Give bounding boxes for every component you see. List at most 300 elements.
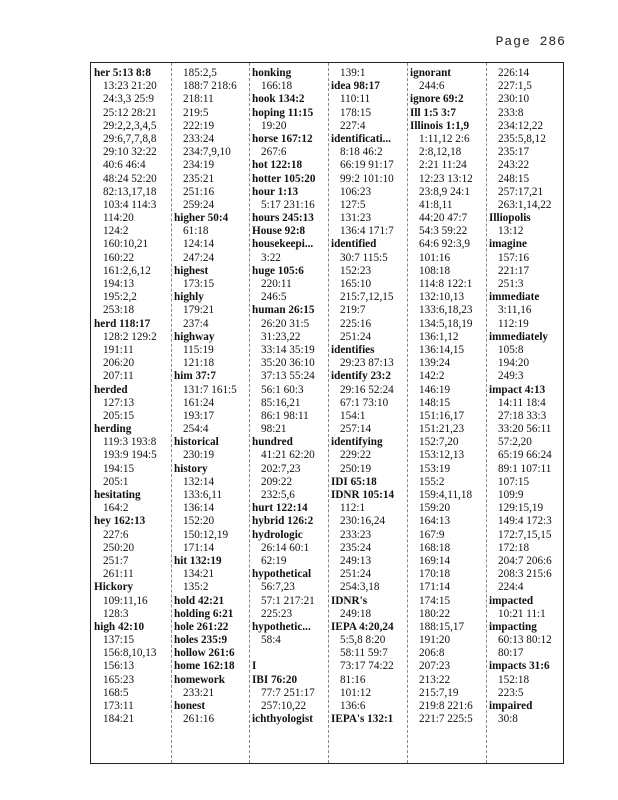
index-reference: 129:15,19 — [498, 502, 544, 515]
index-term: herd 118:17 — [94, 317, 151, 330]
index-reference: 171:14 — [419, 581, 451, 594]
index-reference: 234:19 — [183, 159, 215, 172]
index-reference: 234:12,22 — [498, 119, 544, 132]
index-reference: 99:2 101:10 — [340, 172, 394, 185]
index-reference: 112:1 — [340, 502, 366, 515]
index-reference: 41:8,11 — [419, 198, 453, 211]
index-reference: 251:7 — [103, 554, 129, 567]
index-reference: 250:20 — [103, 541, 135, 554]
index-reference: 207:23 — [419, 660, 451, 673]
index-reference: 119:3 193:8 — [103, 436, 157, 449]
index-reference: 148:15 — [419, 396, 451, 409]
index-reference: 219:8 221:6 — [419, 700, 473, 712]
index-reference: 232:5,6 — [261, 489, 295, 501]
index-reference: 5:5,8 8:20 — [340, 634, 386, 647]
index-term: hey 162:13 — [94, 515, 146, 528]
index-term: hoping 11:15 — [252, 106, 314, 119]
index-term: huge 105:6 — [252, 264, 304, 277]
index-reference: 235:17 — [498, 146, 530, 159]
index-reference: 244:6 — [419, 80, 445, 93]
index-reference: 215:7,19 — [419, 686, 459, 699]
index-term: Illiopolis — [489, 212, 531, 225]
index-reference: 153:19 — [419, 462, 451, 475]
index-term: House 92:8 — [252, 225, 306, 238]
index-reference: 155:2 — [419, 475, 445, 488]
index-reference: 62:19 — [261, 554, 287, 567]
index-reference: 103:4 114:3 — [103, 198, 157, 211]
index-reference: 27:18 33:3 — [498, 409, 547, 422]
index-reference: 251:3 — [498, 278, 524, 290]
index-reference: 152:7,20 — [419, 436, 459, 449]
index-reference: 48:24 52:20 — [103, 172, 157, 185]
index-reference: 149:4 172:3 — [498, 515, 552, 528]
index-reference: 127:13 — [103, 396, 135, 409]
index-reference: 170:18 — [419, 568, 451, 581]
index-reference: 206:20 — [103, 357, 135, 370]
index-reference: 101:12 — [340, 686, 372, 699]
index-reference: 33:20 56:11 — [498, 423, 552, 436]
index-reference: 257:14 — [340, 423, 372, 436]
index-reference: 207:11 — [103, 370, 134, 383]
index-reference: 109:11,16 — [103, 594, 148, 607]
index-reference: 254:3,18 — [340, 581, 380, 594]
index-term: housekeepi... — [252, 238, 314, 251]
index-reference: 128:3 — [103, 607, 129, 620]
index-term: honking — [252, 67, 292, 79]
index-term: identifies — [331, 343, 375, 356]
index-reference: 160:22 — [103, 251, 135, 264]
index-term: holes 235:9 — [174, 634, 228, 647]
index-reference: 124:14 — [183, 238, 215, 251]
index-term: hydrologic — [252, 528, 303, 541]
index-reference: 81:16 — [340, 673, 366, 686]
index-term: impact 4:13 — [489, 383, 546, 396]
index-term: herding — [94, 423, 132, 436]
index-reference: 164:13 — [419, 515, 451, 528]
index-term: identificati... — [331, 132, 391, 145]
index-reference: 136:4 171:7 — [340, 225, 394, 238]
index-reference: 133:6,11 — [183, 489, 223, 501]
index-term: identifying — [331, 436, 383, 449]
index-reference: 195:2,2 — [103, 291, 137, 304]
index-reference: 243:22 — [498, 159, 530, 172]
index-reference: 159:20 — [419, 502, 451, 515]
index-reference: 139:1 — [340, 67, 366, 79]
index-term: highly — [174, 291, 204, 304]
index-reference: 224:4 — [498, 581, 524, 594]
index-reference: 3:11,16 — [498, 304, 532, 317]
index-reference: 227:6 — [103, 528, 129, 541]
index-term: ignorant — [410, 67, 452, 79]
index-reference: 225:23 — [261, 607, 293, 620]
index-reference: 249:3 — [498, 370, 524, 383]
index-reference: 164:2 — [103, 502, 129, 515]
index-reference: 105:8 — [498, 343, 524, 356]
index-reference: 159:4,11,18 — [419, 489, 473, 501]
index-reference: 26:14 60:1 — [261, 541, 310, 554]
index-reference: 248:15 — [498, 172, 530, 185]
index-reference: 56:7,23 — [261, 581, 295, 594]
index-reference: 35:20 36:10 — [261, 357, 315, 370]
index-reference: 137:15 — [103, 634, 135, 647]
index-reference: 227:1,5 — [498, 80, 532, 93]
index-term: IBI 76:20 — [252, 673, 298, 686]
index-term: hotter 105:20 — [252, 172, 316, 185]
index-reference: 173:11 — [103, 700, 134, 712]
index-reference: 168:5 — [103, 686, 129, 699]
index-term: I — [252, 660, 257, 673]
index-reference: 172:7,15,15 — [498, 528, 552, 541]
index-reference: 101:16 — [419, 251, 451, 264]
index-reference: 179:21 — [183, 304, 215, 317]
index-reference: 1:11,12 2:6 — [419, 132, 470, 145]
index-reference: 114:8 122:1 — [419, 278, 473, 290]
page-number: Page 286 — [495, 34, 566, 49]
index-reference: 29:23 87:13 — [340, 357, 394, 370]
index-reference: 64:6 92:3,9 — [419, 238, 470, 251]
index-reference: 134:5,18,19 — [419, 317, 473, 330]
index-term: higher 50:4 — [174, 212, 229, 225]
column-divider — [486, 63, 487, 763]
index-reference: 136:14 — [183, 502, 215, 515]
index-term: highway — [174, 330, 215, 343]
index-term: honest — [174, 700, 206, 712]
index-term: him 37:7 — [174, 370, 216, 383]
index-term: holding 6:21 — [174, 607, 234, 620]
index-term: immediate — [489, 291, 540, 304]
index-column-4 — [328, 67, 407, 763]
index-reference: 160:10,21 — [103, 238, 149, 251]
index-reference: 249:13 — [340, 554, 372, 567]
index-term: IEPA's 132:1 — [331, 713, 394, 726]
index-reference: 31:23,22 — [261, 330, 301, 343]
index-reference: 204:7 206:6 — [498, 554, 552, 567]
index-reference: 221:7 225:5 — [419, 713, 473, 726]
index-reference: 172:18 — [498, 541, 530, 554]
index-reference: 24:3,3 25:9 — [103, 93, 154, 106]
index-reference: 223:5 — [498, 686, 524, 699]
index-reference: 165:23 — [103, 673, 135, 686]
index-reference: 107:15 — [498, 475, 530, 488]
index-reference: 235:21 — [183, 172, 215, 185]
index-reference: 161:24 — [183, 396, 215, 409]
index-reference: 30:7 115:5 — [340, 251, 388, 264]
index-reference: 29:16 52:24 — [340, 383, 394, 396]
index-term: Illinois 1:1,9 — [410, 119, 470, 132]
index-term: hypothetic... — [252, 620, 311, 633]
index-reference: 234:7,9,10 — [183, 146, 231, 159]
index-term: her 5:13 8:8 — [94, 67, 151, 79]
index-reference: 246:5 — [261, 291, 287, 304]
index-reference: 85:16,21 — [261, 396, 301, 409]
index-term: hurt 122:14 — [252, 502, 308, 515]
index-reference: 114:20 — [103, 212, 134, 225]
index-column-2 — [171, 67, 249, 763]
index-reference: 133:6,18,23 — [419, 304, 473, 317]
index-reference: 257:10,22 — [261, 700, 307, 712]
index-reference: 29:6,7,7,8,8 — [103, 132, 157, 145]
index-reference: 146:19 — [419, 383, 451, 396]
index-reference: 233:21 — [183, 686, 215, 699]
index-reference: 227:4 — [340, 119, 366, 132]
index-reference: 33:14 35:19 — [261, 343, 315, 356]
index-term: human 26:15 — [252, 304, 315, 317]
index-reference: 124:2 — [103, 225, 129, 238]
index-reference: 5:17 231:16 — [261, 198, 315, 211]
index-reference: 86:1 98:11 — [261, 409, 309, 422]
index-reference: 80:17 — [498, 647, 524, 660]
index-term: impacting — [489, 620, 537, 633]
index-reference: 251:24 — [340, 568, 372, 581]
index-term: hybrid 126:2 — [252, 515, 314, 528]
index-term: hook 134:2 — [252, 93, 305, 106]
index-reference: 157:16 — [498, 251, 530, 264]
index-reference: 167:9 — [419, 528, 445, 541]
index-reference: 37:13 55:24 — [261, 370, 315, 383]
index-reference: 259:24 — [183, 198, 215, 211]
index-reference: 205:15 — [103, 409, 135, 422]
index-reference: 166:18 — [261, 80, 293, 93]
index-reference: 98:21 — [261, 423, 287, 436]
index-reference: 40:6 46:4 — [103, 159, 146, 172]
index-column-5 — [407, 67, 486, 763]
index-term: IDNR 105:14 — [331, 489, 395, 501]
index-reference: 230:19 — [183, 449, 215, 462]
index-reference: 219:7 — [340, 304, 366, 317]
index-reference: 180:22 — [419, 607, 451, 620]
index-reference: 249:18 — [340, 607, 372, 620]
index-term: IDI 65:18 — [331, 475, 377, 488]
index-reference: 77:7 251:17 — [261, 686, 315, 699]
index-reference: 54:3 59:22 — [419, 225, 468, 238]
index-reference: 25:12 28:21 — [103, 106, 157, 119]
column-divider — [171, 63, 172, 763]
index-reference: 156:8,10,13 — [103, 647, 157, 660]
index-reference: 57:2,20 — [498, 436, 532, 449]
index-reference: 153:12,13 — [419, 449, 465, 462]
index-reference: 194:20 — [498, 357, 530, 370]
index-reference: 10:21 11:1 — [498, 607, 546, 620]
index-reference: 235:24 — [340, 541, 372, 554]
index-term: home 162:18 — [174, 660, 235, 673]
index-term: hold 42:21 — [174, 594, 225, 607]
index-term: hours 245:13 — [252, 212, 314, 225]
index-reference: 8:18 46:2 — [340, 146, 383, 159]
index-term: idea 98:17 — [331, 80, 380, 93]
index-reference: 161:2,6,12 — [103, 264, 151, 277]
index-reference: 66:19 91:17 — [340, 159, 394, 172]
index-reference: 226:14 — [498, 67, 530, 79]
index-reference: 154:1 — [340, 409, 366, 422]
index-term: hot 122:18 — [252, 159, 303, 172]
index-term: hypothetical — [252, 568, 312, 581]
index-term: highest — [174, 264, 209, 277]
index-reference: 57:1 217:21 — [261, 594, 315, 607]
index-reference: 115:19 — [183, 343, 214, 356]
index-column-6 — [486, 67, 565, 763]
index-reference: 230:10 — [498, 93, 530, 106]
index-reference: 127:5 — [340, 198, 366, 211]
index-reference: 60:13 80:12 — [498, 634, 552, 647]
index-reference: 142:2 — [419, 370, 445, 383]
index-term: hundred — [252, 436, 293, 449]
index-reference: 30:8 — [498, 713, 518, 726]
index-reference: 109:9 — [498, 489, 524, 501]
column-divider — [249, 63, 250, 763]
index-reference: 251:16 — [183, 185, 215, 198]
index-reference: 139:24 — [419, 357, 451, 370]
index-reference: 19:20 — [261, 119, 287, 132]
index-term: impacts 31:6 — [489, 660, 550, 673]
index-term: IDNR's — [331, 594, 368, 607]
index-reference: 233:8 — [498, 106, 524, 119]
index-reference: 205:1 — [103, 475, 129, 488]
index-term: hit 132:19 — [174, 554, 222, 567]
index-term: IEPA 4:20,24 — [331, 620, 394, 633]
index-reference: 254:4 — [183, 423, 209, 436]
index-reference: 3:22 — [261, 251, 281, 264]
index-reference: 184:21 — [103, 713, 135, 726]
index-term: history — [174, 462, 208, 475]
index-reference: 168:18 — [419, 541, 451, 554]
index-column-1 — [91, 67, 171, 763]
index-term: homework — [174, 673, 225, 686]
index-reference — [249, 647, 328, 660]
index-reference: 173:15 — [183, 278, 215, 290]
index-reference: 131:7 161:5 — [183, 383, 237, 396]
index-reference: 261:11 — [103, 568, 134, 581]
index-reference: 132:14 — [183, 475, 215, 488]
index-reference: 152:18 — [498, 673, 530, 686]
index-reference: 185:2,5 — [183, 67, 217, 79]
index-reference: 257:17,21 — [498, 185, 544, 198]
index-term: immediately — [489, 330, 549, 343]
index-term: hole 261:22 — [174, 620, 229, 633]
index-reference: 26:20 31:5 — [261, 317, 310, 330]
index-term: identify 23:2 — [331, 370, 391, 383]
index-reference: 14:11 18:4 — [498, 396, 546, 409]
index-reference: 237:4 — [183, 317, 209, 330]
index-reference: 2:21 11:24 — [419, 159, 467, 172]
index-reference: 23:8,9 24:1 — [419, 185, 470, 198]
index-term: ignore 69:2 — [410, 93, 464, 106]
index-reference: 261:16 — [183, 713, 215, 726]
index-reference: 253:18 — [103, 304, 135, 317]
index-reference: 110:11 — [340, 93, 371, 106]
index-term: historical — [174, 436, 219, 449]
index-term: identified — [331, 238, 377, 251]
index-reference: 58:4 — [261, 634, 281, 647]
index-reference: 250:19 — [340, 462, 372, 475]
index-term: impacted — [489, 594, 534, 607]
index-reference: 169:14 — [419, 554, 451, 567]
index-reference: 171:14 — [183, 541, 215, 554]
index-reference: 135:2 — [183, 581, 209, 594]
index-term: horse 167:12 — [252, 132, 313, 145]
index-term: imagine — [489, 238, 527, 251]
index-reference: 136:14,15 — [419, 343, 465, 356]
index-reference: 215:7,12,15 — [340, 291, 394, 304]
index-reference: 152:20 — [183, 515, 215, 528]
index-reference: 82:13,17,18 — [103, 185, 157, 198]
index-term: hollow 261:6 — [174, 647, 235, 660]
index-reference: 263:1,14,22 — [498, 198, 552, 211]
index-reference: 165:10 — [340, 278, 372, 290]
index-reference: 193:9 194:5 — [103, 449, 157, 462]
column-divider — [328, 63, 329, 763]
index-reference: 56:1 60:3 — [261, 383, 304, 396]
index-reference: 136:6 — [340, 700, 366, 712]
index-reference: 235:5,8,12 — [498, 132, 546, 145]
index-reference: 230:16,24 — [340, 515, 386, 528]
index-reference: 136:1,12 — [419, 330, 459, 343]
index-reference: 132:10,13 — [419, 291, 465, 304]
index-reference: 233:23 — [340, 528, 372, 541]
index-reference: 251:24 — [340, 330, 372, 343]
index-reference: 178:15 — [340, 106, 372, 119]
index-reference: 156:13 — [103, 660, 135, 673]
index-reference: 112:19 — [498, 317, 529, 330]
index-reference: 206:8 — [419, 647, 445, 660]
index-reference: 134:21 — [183, 568, 215, 581]
index-reference: 58:11 59:7 — [340, 647, 388, 660]
index-reference: 267:6 — [261, 146, 287, 159]
index-reference: 121:18 — [183, 357, 215, 370]
index-reference: 202:7,23 — [261, 462, 301, 475]
index-reference: 191:20 — [419, 634, 451, 647]
index-reference: 65:19 66:24 — [498, 449, 552, 462]
index-reference: 188:15,17 — [419, 620, 465, 633]
index-reference: 225:16 — [340, 317, 372, 330]
index-reference: 13:23 21:20 — [103, 80, 157, 93]
index-reference: 152:23 — [340, 264, 372, 277]
index-reference: 131:23 — [340, 212, 372, 225]
index-reference: 128:2 129:2 — [103, 330, 157, 343]
index-reference: 221:17 — [498, 264, 530, 277]
index-reference: 208:3 215:6 — [498, 568, 552, 581]
index-term: Ill 1:5 3:7 — [410, 106, 456, 119]
index-reference: 213:22 — [419, 673, 451, 686]
index-reference: 229:22 — [340, 449, 372, 462]
index-reference: 222:19 — [183, 119, 215, 132]
index-reference: 29:10 32:22 — [103, 146, 157, 159]
index-reference: 151:16,17 — [419, 409, 465, 422]
index-reference: 220:11 — [261, 278, 292, 290]
index-reference: 188:7 218:6 — [183, 80, 237, 93]
index-term: herded — [94, 383, 128, 396]
index-reference: 150:12,19 — [183, 528, 229, 541]
index-reference: 194:15 — [103, 462, 135, 475]
index-reference: 209:22 — [261, 475, 293, 488]
index-term: impaired — [489, 700, 533, 712]
index-reference: 233:24 — [183, 132, 215, 145]
index-reference: 193:17 — [183, 409, 215, 422]
index-term: hesitating — [94, 489, 141, 501]
index-term: Hickory — [94, 581, 134, 594]
word-index-grid — [90, 62, 564, 764]
index-reference: 219:5 — [183, 106, 209, 119]
index-reference: 106:23 — [340, 185, 372, 198]
index-term: high 42:10 — [94, 620, 145, 633]
index-reference: 12:23 13:12 — [419, 172, 473, 185]
index-reference: 89:1 107:11 — [498, 462, 552, 475]
index-reference: 2:8,12,18 — [419, 146, 462, 159]
index-reference: 194:13 — [103, 278, 135, 290]
index-reference: 174:15 — [419, 594, 451, 607]
index-term: hour 1:13 — [252, 185, 299, 198]
index-reference: 247:24 — [183, 251, 215, 264]
index-column-3 — [249, 67, 328, 763]
